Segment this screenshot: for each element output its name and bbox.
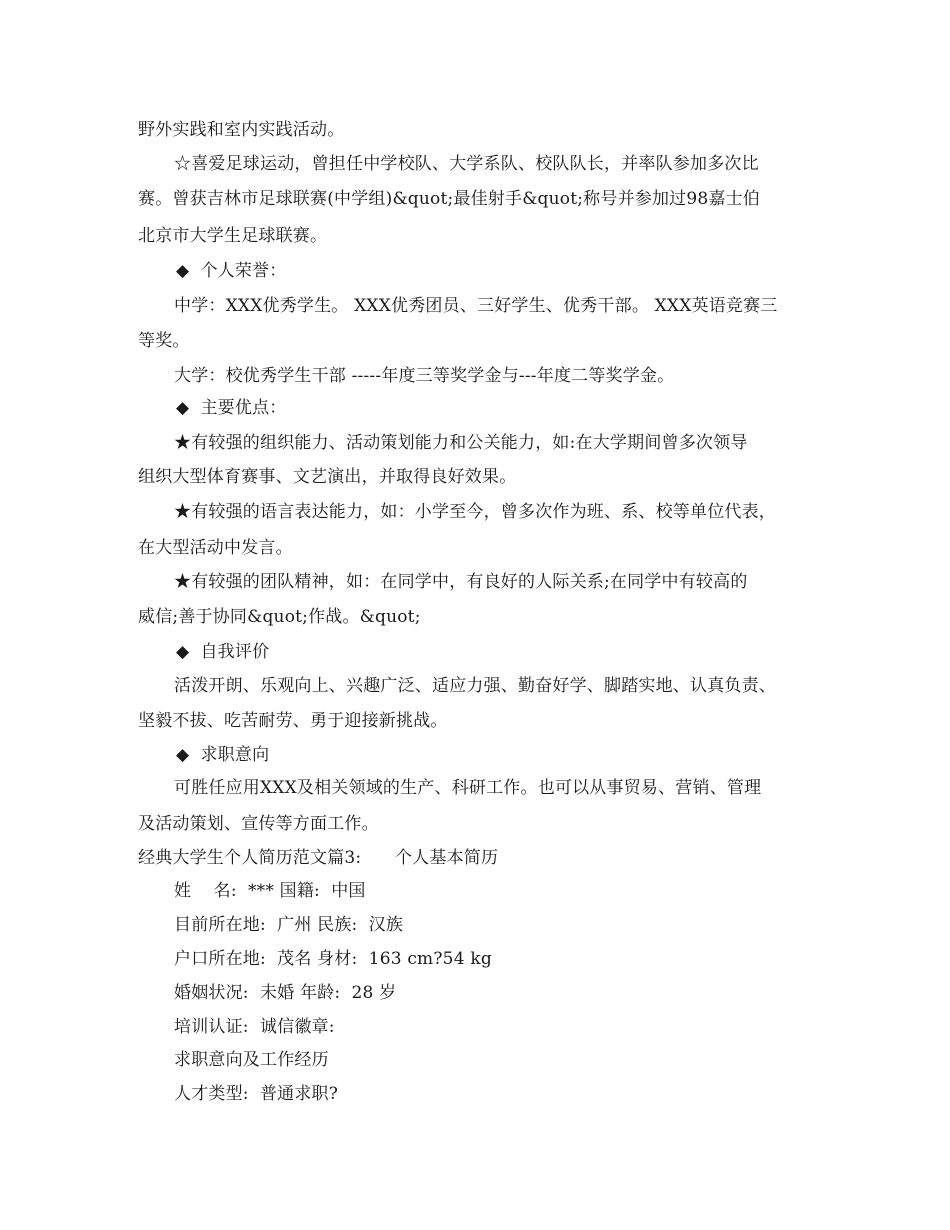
info-row: 婚姻状况: 未婚 年龄: 28 岁: [174, 983, 397, 1003]
paragraph-line: 大学：校优秀学生干部 -----年度三等奖学金与---年度二等奖学金。: [174, 366, 675, 386]
info-row: 培训认证: 诚信徽章:: [174, 1017, 335, 1037]
paragraph-line: ★有较强的组织能力、活动策划能力和公关能力，如:在大学期间曾多次领导: [174, 433, 748, 453]
paragraph-line: 可胜任应用XXX及相关领域的生产、科研工作。也可以从事贸易、营销、管理: [174, 778, 762, 798]
paragraph-line: ☆喜爱足球运动，曾担任中学校队、大学系队、校队队长，并率队参加多次比: [174, 154, 759, 174]
paragraph-line: 野外实践和室内实践活动。: [138, 120, 345, 140]
section-heading: ◆ 求职意向: [176, 745, 270, 765]
paragraph-line: 中学：XXX优秀学生。 XXX优秀团员、三好学生、优秀干部。 XXX英语竞赛三: [174, 296, 778, 316]
paragraph-line: 组织大型体育赛事、文艺演出，并取得良好效果。: [138, 467, 517, 487]
paragraph-line: ★有较强的团队精神，如：在同学中，有良好的人际关系;在同学中有较高的: [174, 572, 748, 592]
paragraph-line: 威信;善于协同&quot;作战。&quot;: [138, 607, 421, 627]
paragraph-line: 等奖。: [138, 331, 190, 351]
info-row: 姓 名: *** 国籍: 中国: [174, 881, 366, 901]
section-heading: ◆ 自我评价: [176, 642, 270, 662]
info-row: 人才类型: 普通求职?: [174, 1084, 339, 1104]
section-heading: ◆ 主要优点：: [176, 398, 287, 418]
paragraph-line: 赛。曾获吉林市足球联赛(中学组)&quot;最佳射手&quot;称号并参加过98嘉士伯: [138, 189, 761, 209]
section-title: 经典大学生个人简历范文篇3: 个人基本简历: [138, 848, 499, 868]
paragraph-line: 在大型活动中发言。: [138, 538, 293, 558]
paragraph-line: ★有较强的语言表达能力，如：小学至今，曾多次作为班、系、校等单位代表，: [174, 502, 776, 522]
info-row: 目前所在地: 广州 民族: 汉族: [174, 915, 404, 935]
paragraph-line: 活泼开朗、乐观向上、兴趣广泛、适应力强、勤奋好学、脚踏实地、认真负责、: [174, 676, 776, 696]
paragraph-line: 坚毅不拔、吃苦耐劳、勇于迎接新挑战。: [138, 711, 448, 731]
info-row: 户口所在地: 茂名 身材: 163 cm?54 kg: [174, 949, 492, 969]
paragraph-line: 北京市大学生足球联赛。: [138, 226, 328, 246]
section-heading: ◆ 个人荣誉：: [176, 261, 287, 281]
paragraph-line: 及活动策划、宣传等方面工作。: [138, 814, 379, 834]
info-row: 求职意向及工作经历: [174, 1050, 329, 1070]
